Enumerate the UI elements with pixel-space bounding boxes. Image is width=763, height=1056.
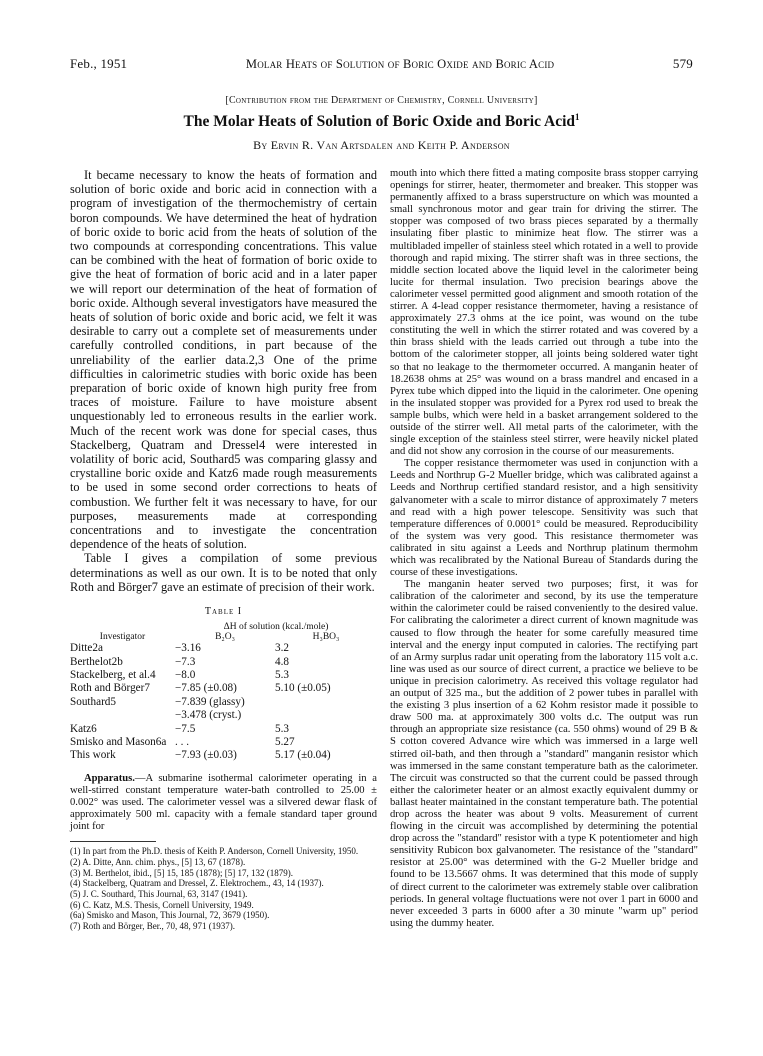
investigator-cell: Ditte2a [70, 642, 103, 655]
footnote: (6) C. Katz, M.S. Thesis, Cornell University, 1949. [70, 899, 254, 910]
b2o3-cell: −7.93 (±0.03) [175, 749, 237, 762]
table-row [70, 736, 377, 749]
col-b2o3: B₂O₃ [215, 632, 235, 643]
intro-paragraph: It became necessary to know the heats of formation and solution of boric oxide and boric acid in connection with a program of investigation of the thermochemistry of certain boron compounds. We have determined the heat of hydration of boric oxide to boric acid from the heats of solution of the two compounds at corresponding concentrations. This value can be combined with the heat of formation of boric oxide to give the heat of formation of boric acid and in a later paper we will report our determination of the heat of formation of boric oxide. Although several investigators have measured the heats of solution of boric oxide and boric acid, we felt it was desirable to carry out a complete set of measurements under carefully controlled conditions, in part because of the unreliability of the earlier data.2,3 One of the prime difficulties in calorimetric studies with boric oxide has been preparation of boric oxide of known high purity free from traces of moisture. Failure to have moisture absent unquestionably led to erroneous results in the earlier work. Much of the recent work was done for special cases, thus Stackelberg, Quatram and Dressel4 were interested in volatility of boric acid, Southard5 was comparing glassy and crystalline boric oxide and Katz6 made rough measurements to be used in some second order corrections to heats of combustion. We further felt it was necessary to have, for our purposes, measurements made at corresponding concentrations and to investigate the concentration dependence of the heats of solution. [70, 168, 377, 552]
table-row [70, 656, 377, 669]
h3bo3-cell [275, 709, 377, 722]
left-column [70, 168, 377, 932]
apparatus-paragraph [70, 773, 377, 833]
h3bo3-cell: 4.8 [275, 655, 289, 668]
investigator-cell: Southard5 [70, 695, 116, 708]
page-number: 579 [672, 56, 693, 71]
table-row [70, 669, 377, 682]
table-row [70, 749, 377, 762]
footnote: (1) In part from the Ph.D. thesis of Keith P. Anderson, Cornell University, 1950. [70, 846, 359, 857]
b2o3-cell: −7.3 [175, 655, 196, 668]
header-date: Feb., 1951 [70, 56, 128, 71]
title-footnote-mark: 1 [575, 111, 580, 122]
footnotes [70, 846, 377, 932]
h3bo3-cell: 5.17 (±0.04) [275, 749, 331, 762]
heats-table [70, 622, 377, 763]
investigator-cell: Katz6 [70, 722, 97, 735]
affiliation-line: [Contribution from the Department of Chemistry, Cornell University] [225, 95, 538, 106]
author-line: By Ervin R. Van Artsdalen and Keith P. Anderson [253, 138, 510, 152]
table-row [70, 682, 377, 695]
table-header-row-2 [70, 632, 377, 642]
col-h3bo3: H₃BO₃ [312, 632, 340, 643]
h3bo3-cell: 5.27 [275, 735, 295, 748]
apparatus-continued: mouth into which there fitted a mating composite brass stopper carrying openings for stirrer, heater, thermometer and breaker. This stopper was permanently affixed to a brass superstructure on which was mounted a small synchronous motor and gear train for driving the stirrer. The stopper was composed of two brass pieces separated by a thermally insulating fiber plastic to minimize heat flow. The stirrer was a multibladed impeller of stainless steel which rotated in a well to provide thorough and rapid mixing. The stirrer shaft was in three sections, the middle section located above the liquid level in the calorimeter being lucite for thermal insulation. Two precision bearings above the calorimeter vessel permitted good alignment and smooth rotation of the stirrer. A 4-lead copper resistance thermometer, having a resistance of approximately 27.3 ohms at the ice point, was wound on the tube constituting the well in which the stirrer rotated and was covered by a thin brass shield with the leads carried out through a tube into the bottom of the calorimeter stopper, all joints being soldered water tight so that no leakage to the thermometer occurred. A manganin heater of 18.2638 ohms at 25° was wound on a brass mandrel and encased in a Pyrex tube which dipped into the liquid in the calorimeter. One opening in the insulated stopper was provided for a Pyrex rod used to break the sample bulbs, which were held in a basket arrangement soldered to the outside of the stirrer well. All metal parts of the calorimeter, with the single exception of the stainless steel stirrer, were heavily nickel plated and did not show any corrosion in the course of our measurements. [390, 168, 698, 458]
heater-paragraph: The manganin heater served two purposes; first, it was for calibration of the calorimeter and second, by its use the temperature within the calorimeter could be raised conveniently to the desired value. For calibrating the calorimeter a direct current of known magnitude was caused to flow through the heater for some carefully measured time interval and the energy input computed in calories. The rectifying part of an Army surplus radar unit operating from the laboratory 115 volt a.c. line was used as our source of direct current, a practice we believe to be unique in precision calorimetry. As received this voltage regulator had an output of 325 ma., but the addition of 2 power tubes in parallel with the existing 3 plus insertion of a 62 Kohm resistor made it possible to draw 500 ma. at approximately 300 volts d.c. The output was run through an appropriate size resistance (ca. 550 ohms) wound of 29 B & S cotton covered Advance wire which was immersed in a large well stirred oil-bath, and then through a "standard" manganin resistor which was immersed in the same constant temperature bath as the calorimeter. The circuit was constructed so that the current could be passed through either the calorimeter heater or an almost exactly equivalent dummy or ballast heater maintained in the constant temperature bath. The potential drop across the heater was about 9 volts. Measurement of current flowing in the circuit was accomplished by determining the potential drop across the "standard" resistor with a type K potentiometer and high sensitivity Rubicon box galvanometer. The resistance of the "standard" resistor at 25.00° was determined with the G-2 Mueller bridge and found to be 13.5667 ohms. It was determined that this mode of supply of direct current to the calorimeter was extremely stable over calibration periods. In general voltage fluctuations were not over 1 part in 6000 and never exceeded 3 parts in 6000 after a 30 minute "warm up" period using the dummy heater. [390, 579, 698, 929]
b2o3-cell: −8.0 [175, 668, 196, 681]
investigator-cell: Smisko and Mason6a [70, 735, 167, 748]
table-row [70, 723, 377, 736]
h3bo3-cell: 5.10 (±0.05) [275, 682, 331, 695]
h3bo3-cell [275, 696, 377, 709]
running-header [70, 56, 693, 72]
h3bo3-cell: 5.3 [275, 668, 289, 681]
running-title: Molar Heats of Solution of Boric Oxide and Boric Acid [245, 57, 555, 71]
footnote: (6a) Smisko and Mason, This Journal, 72, 3679 (1950). [70, 910, 270, 921]
table-row [70, 709, 377, 722]
thermometer-paragraph: The copper resistance thermometer was used in conjunction with a Leeds and Northrup G-2 Mueller bridge, which was calibrated against a Leeds and Northrup certified standard resistor, and a high sensitivity galvanometer with a scale to mirror distance of approximately 7 meters and read with a high power telescope. Sensitivity was such that temperature differences of 0.0001° could be measured. Reproducibility of the system was very good. This resistance thermometer was calibrated in situ against a Leeds and Northrup platinum thermohm which was recalibrated by the National Bureau of Standards during the course of these investigations. [390, 458, 698, 579]
apparatus-text: —A submarine isothermal calorimeter operating in a well-stirred constant temperature water-bath controlled to 25.00 ± 0.002° was used. The calorimeter vessel was a silvered dewar flask of approximately 500 ml. capacity with a female standard taper ground joint for [70, 772, 377, 833]
footnote: (4) Stackelberg, Quatram and Dressel, Z. Elektrochem., 43, 14 (1937). [70, 878, 324, 889]
h3bo3-cell: 5.3 [275, 722, 289, 735]
b2o3-cell: −7.85 (±0.08) [175, 682, 237, 695]
b2o3-cell: −3.478 (cryst.) [175, 709, 242, 722]
footnote: (5) J. C. Southard, This Journal, 63, 3147 (1941). [70, 889, 248, 900]
article-title [0, 113, 763, 131]
footnote: (7) Roth and Börger, Ber., 70, 48, 971 (1937). [70, 921, 235, 932]
table-header-row-1 [70, 622, 377, 632]
footnote-rule [70, 841, 156, 842]
title-text: The Molar Heats of Solution of Boric Oxide and Boric Acid [183, 113, 576, 130]
b2o3-cell: −7.839 (glassy) [175, 695, 245, 708]
table-row [70, 642, 377, 655]
footnote: (3) M. Berthelot, ibid., [5] 15, 185 (1878); [5] 17, 132 (1879). [70, 867, 293, 878]
h3bo3-cell: 3.2 [275, 642, 289, 655]
b2o3-cell: . . . [175, 735, 189, 748]
investigator-cell: Berthelot2b [70, 655, 123, 668]
table-caption: Table I [204, 606, 243, 618]
col-group-header: ΔH of solution (kcal./mole) [223, 622, 329, 633]
footnote: (2) A. Ditte, Ann. chim. phys., [5] 13, 67 (1878). [70, 856, 246, 867]
b2o3-cell: −7.5 [175, 722, 196, 735]
investigator-cell: This work [70, 749, 116, 762]
investigator-cell: Roth and Börger7 [70, 682, 150, 695]
investigator-cell [70, 709, 175, 722]
table-intro-paragraph: Table I gives a compilation of some previous determinations as well as our own. It is to be noted that only Roth and Börger7 gave an estimate of precision of their work. [70, 551, 377, 594]
apparatus-heading: Apparatus. [84, 772, 135, 784]
right-column [390, 168, 698, 930]
investigator-cell: Stackelberg, et al.4 [70, 668, 156, 681]
b2o3-cell: −3.16 [175, 642, 201, 655]
col-investigator: Investigator [99, 632, 146, 643]
table-row [70, 696, 377, 709]
